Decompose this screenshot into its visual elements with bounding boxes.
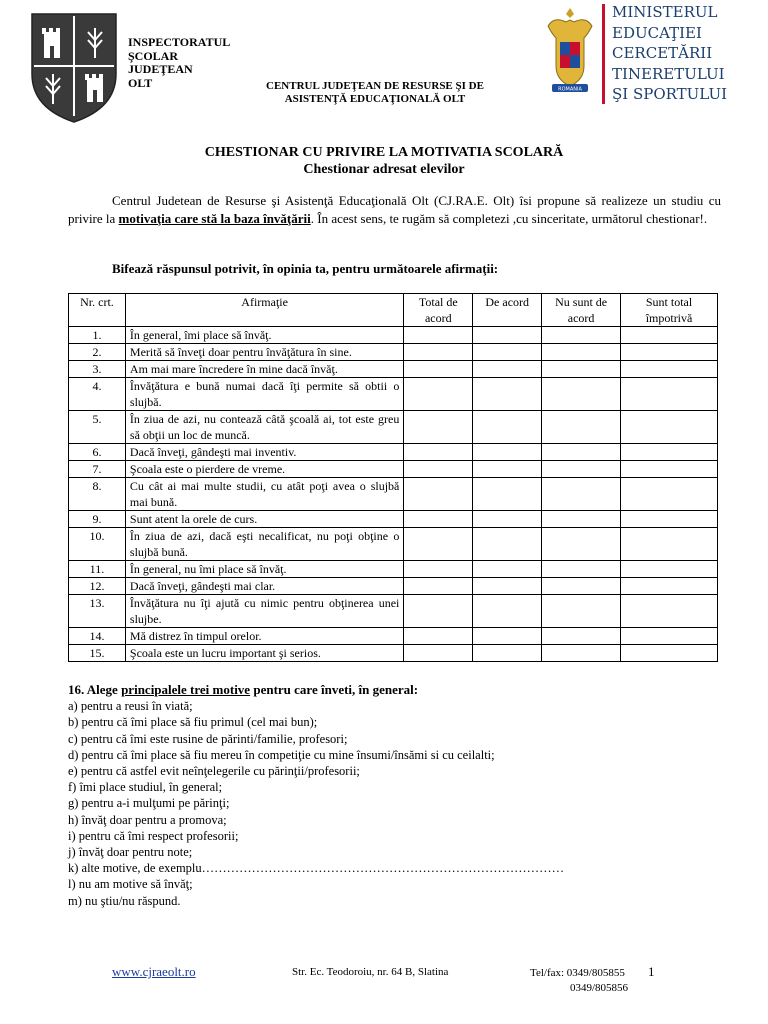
answer-cell-agree[interactable] [473,411,542,444]
ministry-line: EDUCAŢIEI [612,23,702,42]
row-number: 11. [69,561,126,578]
answer-cell-total-against[interactable] [621,361,718,378]
questionnaire-subtitle: Chestionar adresat elevilor [303,162,465,177]
q16-option[interactable]: j) învăţ doar pentru note; [68,845,193,860]
row-statement: În ziua de azi, nu contează câtă şcoală ai, tot este greu să obţii un loc de muncă. [125,411,403,444]
header-total-against: Sunt total împotrivă [621,294,718,327]
row-statement: În ziua de azi, dacă eşti necalificat, nu poţi obţine o slujbă bună. [125,528,403,561]
answer-cell-disagree[interactable] [542,628,621,645]
answer-cell-total-against[interactable] [621,511,718,528]
answer-cell-agree[interactable] [473,628,542,645]
answer-cell-agree[interactable] [473,344,542,361]
answer-cell-total-agree[interactable] [404,444,473,461]
answer-cell-disagree[interactable] [542,461,621,478]
cjrae-name [250,80,500,106]
cjrae-line: ASISTENŢĂ EDUCAŢIONALĂ OLT [284,93,466,105]
isj-line: JUDEŢEAN [128,62,193,76]
table-row [69,511,718,528]
ministry-divider-bar [602,4,605,104]
q16-option[interactable]: g) pentru a-i mulţumi pe părinţi; [68,796,230,811]
row-statement: Dacă înveţi, gândeşti mai inventiv. [125,444,403,461]
table-row [69,478,718,511]
statements-table [68,293,718,662]
row-statement: Cu cât ai mai multe studii, cu atât poţi avea o slujbă mai bună. [125,478,403,511]
q16-option[interactable]: h) învăţ doar pentru a promova; [68,812,227,827]
answer-cell-agree[interactable] [473,561,542,578]
answer-cell-agree[interactable] [473,645,542,662]
row-statement: În general, nu îmi place să învăţ. [125,561,403,578]
answer-cell-disagree[interactable] [542,361,621,378]
answer-cell-total-agree[interactable] [404,595,473,628]
answer-cell-agree[interactable] [473,378,542,411]
question-16 [68,682,564,909]
row-number: 13. [69,595,126,628]
answer-cell-total-agree[interactable] [404,561,473,578]
table-row [69,344,718,361]
answer-cell-total-against[interactable] [621,411,718,444]
answer-cell-disagree[interactable] [542,344,621,361]
table-row [69,378,718,411]
isj-line: OLT [128,75,153,90]
answer-cell-disagree[interactable] [542,595,621,628]
answer-cell-agree[interactable] [473,461,542,478]
q16-option[interactable]: a) pentru a reusi în viată; [68,699,193,714]
row-statement: Şcoala este o pierdere de vreme. [125,461,403,478]
row-number: 4. [69,378,126,411]
table-row [69,561,718,578]
row-number: 2. [69,344,126,361]
row-statement: Merită să înveţi doar pentru învăţătura în sine. [125,344,403,361]
table-row [69,411,718,444]
table-row [69,528,718,561]
q16-option[interactable]: d) pentru că îmi place să fiu mereu în competiţie cu mine însumi/însămi si cu ceilalti; [68,747,495,762]
q16-option[interactable]: c) pentru că îmi este rusine de părinti/familie, profesori; [68,731,348,746]
answer-cell-total-against[interactable] [621,327,718,344]
table-row [69,645,718,662]
header-agree: De acord [473,294,542,327]
table-row [69,578,718,595]
row-number: 3. [69,361,126,378]
answer-cell-total-agree[interactable] [404,327,473,344]
header-disagree: Nu sunt de acord [542,294,621,327]
answer-cell-total-agree[interactable] [404,528,473,561]
answer-cell-total-agree[interactable] [404,411,473,444]
row-statement: Învăţătura nu îţi ajută cu nimic pentru obţinerea unei slujbe. [125,595,403,628]
page-number: 1 [648,964,655,979]
q16-option[interactable]: b) pentru că îmi place să fiu primul (cel mai bun); [68,715,318,730]
intro-paragraph [68,192,721,227]
answer-cell-total-agree[interactable] [404,361,473,378]
answer-cell-disagree[interactable] [542,561,621,578]
row-number: 7. [69,461,126,478]
answer-cell-total-against[interactable] [621,528,718,561]
answer-cell-total-against[interactable] [621,461,718,478]
row-number: 9. [69,511,126,528]
ministry-line: ŞI SPORTULUI [612,85,728,103]
answer-cell-total-against[interactable] [621,628,718,645]
row-number: 10. [69,528,126,561]
table-row [69,628,718,645]
isj-line: ŞCOLAR [128,48,179,63]
intro-text-2: . În acest sens, te rugăm să completezi ,cu sinceritate, următorul chestionar!. [310,210,708,226]
answer-cell-total-agree[interactable] [404,378,473,411]
ministry-line: MINISTERUL [612,3,718,21]
answer-cell-agree[interactable] [473,528,542,561]
answer-cell-agree[interactable] [473,595,542,628]
table-row [69,595,718,628]
q16-option[interactable]: m) nu ştiu/nu răspund. [68,893,181,908]
ministry-line: TINERETULUI [612,64,725,83]
q16-option[interactable]: i) pentru că îmi respect profesorii; [68,828,239,843]
answer-cell-total-agree[interactable] [404,645,473,662]
answer-cell-total-agree[interactable] [404,344,473,361]
q16-option[interactable]: k) alte motive, de exemplu…………………………………………………………………………… [68,861,565,876]
table-instruction: Bifează răspunsul potrivit, în opinia ta, pentru următoarele afirmaţii: [112,261,499,276]
table-row [69,461,718,478]
answer-cell-agree[interactable] [473,327,542,344]
row-number: 8. [69,478,126,511]
isj-line: INSPECTORATUL [128,35,231,49]
table-row [69,327,718,344]
row-statement: Mă distrez în timpul orelor. [125,628,403,645]
answer-cell-total-agree[interactable] [404,511,473,528]
answer-cell-total-against[interactable] [621,478,718,511]
answer-cell-total-against[interactable] [621,595,718,628]
footer-address: Str. Ec. Teodoroiu, nr. 64 B, Slatina [292,966,449,978]
footer-phone-line: 0349/805856 [570,982,629,994]
answer-cell-total-against[interactable] [621,344,718,361]
answer-cell-disagree[interactable] [542,578,621,595]
answer-cell-total-against[interactable] [621,645,718,662]
answer-cell-disagree[interactable] [542,478,621,511]
header-nr: Nr. crt. [69,294,126,327]
intro-emphasis: motivaţia care stă la baza învăţării [118,210,311,226]
row-number: 12. [69,578,126,595]
answer-cell-total-agree[interactable] [404,578,473,595]
row-number: 1. [69,327,126,344]
row-number: 6. [69,444,126,461]
row-statement: Şcoala este un lucru important şi serios. [125,645,403,662]
q16-head-prefix: 16. Alege [68,682,122,697]
q16-option[interactable]: l) nu am motive să învăţ; [68,877,193,892]
answer-cell-agree[interactable] [473,511,542,528]
answer-cell-agree[interactable] [473,361,542,378]
answer-cell-disagree[interactable] [542,444,621,461]
answer-cell-disagree[interactable] [542,511,621,528]
ministry-line: CERCETĂRII [612,44,713,62]
row-statement: Sunt atent la orele de curs. [125,511,403,528]
footer-website-link[interactable]: www.cjraeolt.ro [112,964,196,979]
isj-name [128,36,230,90]
answer-cell-agree[interactable] [473,444,542,461]
row-statement: În general, îmi place să învăţ. [125,327,403,344]
answer-cell-total-against[interactable] [621,561,718,578]
emblem-ribbon: ROMANIA [558,86,582,93]
answer-cell-total-against[interactable] [621,378,718,411]
cjrae-line: CENTRUL JUDEŢEAN DE RESURSE ŞI DE [266,80,484,92]
footer-phone-line: Tel/fax: 0349/805855 [530,967,625,979]
romania-coat-of-arms-emblem [544,4,596,96]
answer-cell-disagree[interactable] [542,327,621,344]
isj-olt-crest-logo [30,12,118,124]
q16-head-underlined: principalele trei motive [121,682,251,697]
answer-cell-disagree[interactable] [542,528,621,561]
answer-cell-total-agree[interactable] [404,628,473,645]
answer-cell-disagree[interactable] [542,411,621,444]
intro-text-1: Centrul Judetean de Resurse şi Asistenţă Educaţională Olt (CJ.RA.E. Olt) îsi propune să realizeze un studiu cu privire la [68,193,721,226]
q16-option[interactable]: f) îmi place studiul, în general; [68,780,223,795]
question-16-heading [68,682,564,698]
header-total-agree: Total de acord [404,294,473,327]
table-row [69,444,718,461]
answer-cell-total-agree[interactable] [404,461,473,478]
q16-head-suffix: pentru care înveti, în general: [250,682,419,697]
row-number: 14. [69,628,126,645]
answer-cell-agree[interactable] [473,578,542,595]
answer-cell-agree[interactable] [473,478,542,511]
row-statement: Dacă înveţi, gândeşti mai clar. [125,578,403,595]
footer-phone [530,966,628,996]
row-number: 15. [69,645,126,662]
row-statement: Învăţătura e bună numai dacă îţi permite să obtii o slujbă. [125,378,403,411]
table-row [69,361,718,378]
answer-cell-disagree[interactable] [542,378,621,411]
row-number: 5. [69,411,126,444]
answer-cell-total-agree[interactable] [404,478,473,511]
table-header-row [69,294,718,327]
questionnaire-title: CHESTIONAR CU PRIVIRE LA MOTIVATIA SCOLARĂ [204,145,564,160]
answer-cell-total-against[interactable] [621,578,718,595]
answer-cell-disagree[interactable] [542,645,621,662]
row-statement: Am mai mare încredere în mine dacă învăţ. [125,361,403,378]
answer-cell-total-against[interactable] [621,444,718,461]
ministry-name [612,2,727,105]
q16-option[interactable]: e) pentru că astfel evit neînţelegerile cu părinţii/profesorii; [68,764,360,779]
header-statement: Afirmaţie [125,294,403,327]
